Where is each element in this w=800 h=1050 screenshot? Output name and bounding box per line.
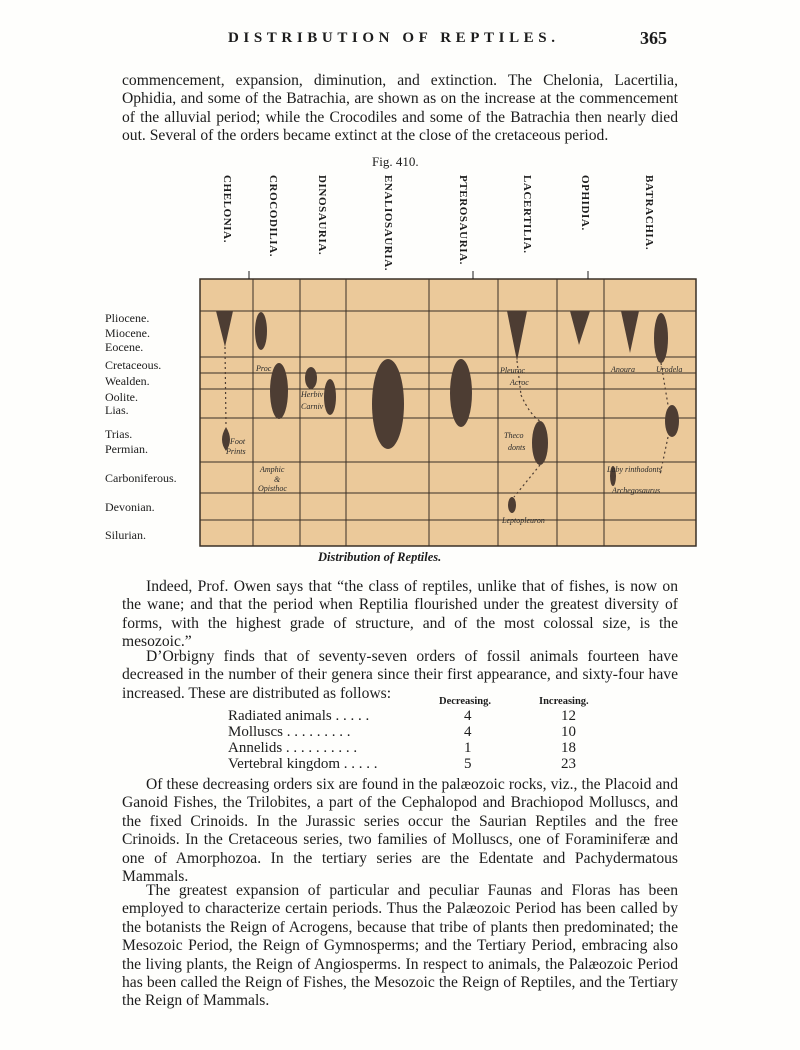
cell-label-amphic: Amphic: [260, 465, 285, 474]
table-row: [228, 756, 628, 772]
dinosauria-carniv-shape: [324, 379, 336, 415]
column-label-chelonia: CHELONIA.: [221, 175, 233, 244]
cell-label-donts: donts: [508, 443, 526, 452]
table-header-decreasing: Decreasing.: [439, 696, 492, 707]
paragraph-owen: Indeed, Prof. Owen says that “the class of reptiles, unlike that of fishes, is now on the wane; and that the period when Reptilia flourished under the greatest diversity of forms, with the highest grade of structure, and of the most colossal size, is the mesozoic.”: [122, 578, 678, 651]
era-label-trias: Trias.: [105, 427, 133, 441]
lacertilia-leptopleuron-shape: [508, 497, 516, 513]
table-row-increasing: 18: [561, 740, 576, 756]
era-label-cretaceous: Cretaceous.: [105, 358, 162, 372]
cell-label-urodela: Urodela: [656, 365, 683, 374]
era-label-miocene: Miocene.: [105, 326, 150, 340]
pterosauria-shape: [450, 359, 472, 427]
figure-drawing: [100, 175, 700, 560]
era-label-permian: Permian.: [105, 442, 148, 456]
batrachia-lower-shape: [665, 405, 679, 437]
lacertilia-lower-shape: [532, 421, 548, 465]
batrachia-urodela-shape: [654, 313, 668, 363]
cell-label-acroc: Acroc: [510, 378, 529, 387]
cell-label-carniv: Carniv: [301, 402, 324, 411]
table-row-decreasing: 1: [464, 740, 472, 756]
tick-marks: [249, 271, 588, 279]
cell-label-pleuroc: Pleuroc: [500, 366, 526, 375]
cell-label-herbiv: Herbiv: [301, 390, 324, 399]
table-row-decreasing: 4: [464, 708, 472, 724]
table-row: [228, 724, 628, 740]
paragraph-decreasing-orders: Of these decreasing orders six are found in the palæozoic rocks, viz., the Placoid and Ganoid Fishes, the Trilobites, a part of the Cephalopod and Brachiopod Molluscs, and the fixed Crinoids. In the Jurassic series occur the Saurian Reptiles and the free Crinoids. In the Cretaceous series, two families of Molluscs, one of Foraminiferæ and one of Amorphozoa. In the tertiary series are the Edentate and Pachydermatous Mammals.: [122, 776, 678, 886]
figure-distribution-chart: [100, 175, 700, 560]
era-label-wealden: Wealden.: [105, 374, 150, 388]
era-label-devonian: Devonian.: [105, 500, 155, 514]
column-label-ophidia: OPHIDIA.: [579, 175, 591, 231]
cell-label-labyrinthodonts: Laby rinthodonts: [607, 465, 662, 474]
crocodilia-lower-shape: [270, 363, 288, 419]
table-row-increasing: 10: [561, 724, 576, 740]
cell-label-proc: Proc: [256, 364, 272, 373]
paragraph-intro: commencement, expansion, diminution, and extinction. The Chelonia, Lacertilia, Ophidia, and some of the Batrachia, are shown as on the increase at the commencement of the alluvial period; while the Crocodiles and some of the Batrachia then nearly died out. Several of the orders became extinct at the close of the cretaceous period.: [122, 72, 678, 145]
enaliosauria-shape: [372, 359, 404, 449]
cell-label-anoura: Anoura: [611, 365, 635, 374]
column-label-crocodilia: CROCODILIA.: [267, 175, 279, 258]
figure-label: Fig. 410.: [372, 154, 419, 169]
cell-label-foot: Foot: [230, 437, 246, 446]
cell-label-archegosaurus: Archegosaurus: [612, 486, 661, 495]
column-label-batrachia: BATRACHIA.: [643, 175, 655, 251]
table-row-increasing: 12: [561, 708, 576, 724]
crocodilia-upper-shape: [255, 312, 267, 350]
running-header: [0, 30, 800, 54]
running-title: DISTRIBUTION OF REPTILES.: [228, 30, 560, 46]
table-row: [228, 708, 628, 724]
era-label-eocene: Eocene.: [105, 340, 144, 354]
table-row-increasing: 23: [561, 756, 576, 772]
era-label-oolite: Oolite.: [105, 390, 138, 404]
table-row-name: Molluscs . . . . . . . . .: [228, 724, 351, 740]
paragraph-reigns: The greatest expansion of particular and peculiar Faunas and Floras has been employed to characterize certain periods. Thus the Palæozoic Period has been called by the botanists the Reign of Acrogens, because that tribe of plants then predominated; the Mesozoic Period, the Reign of Gymnosperms; and the Tertiary Period, embracing also the living plants, the Reign of Angiosperms. In respect to animals, the Palæozoic Period has been called the Reign of Fishes, the Mesozoic the Reign of Reptiles, and the Tertiary the Reign of Mammals.: [122, 882, 678, 1010]
paragraph-dorbigny: D’Orbigny finds that of seventy-seven orders of fossil animals fourteen have decreased in the number of their genera since their first appearance, and sixty-four have increased. These are distributed as follows:: [122, 648, 678, 702]
table-row: [228, 740, 628, 756]
cell-label-prints: Prints: [226, 447, 246, 456]
table-row-decreasing: 4: [464, 724, 472, 740]
table-row-name: Annelids . . . . . . . . . .: [228, 740, 358, 756]
table-header-increasing: Increasing.: [539, 696, 589, 707]
cell-label-amp: &: [274, 475, 281, 484]
column-label-enaliosauria: ENALIOSAURIA.: [382, 175, 394, 272]
table-row-decreasing: 5: [464, 756, 472, 772]
column-label-lacertilia: LACERTILIA.: [521, 175, 533, 254]
column-label-dinosauria: DINOSAURIA.: [316, 175, 328, 256]
cell-label-theco: Theco: [504, 431, 524, 440]
column-label-pterosauria: PTEROSAURIA.: [457, 175, 469, 266]
dinosauria-herbiv-shape: [305, 367, 317, 389]
cell-label-opisthoc: Opisthoc: [258, 484, 287, 493]
era-label-pliocene: Pliocene.: [105, 311, 150, 325]
cell-label-leptopleuron: Leptopleuron: [502, 516, 545, 525]
table-row-name: Radiated animals . . . . .: [228, 708, 370, 724]
figure-caption: Distribution of Reptiles.: [318, 550, 442, 564]
era-label-lias: Lias.: [105, 403, 129, 417]
table-row-name: Vertebral kingdom . . . . .: [228, 756, 378, 772]
era-label-silurian: Silurian.: [105, 528, 146, 542]
page-number: 365: [640, 28, 667, 48]
era-label-carboniferous: Carboniferous.: [105, 471, 177, 485]
